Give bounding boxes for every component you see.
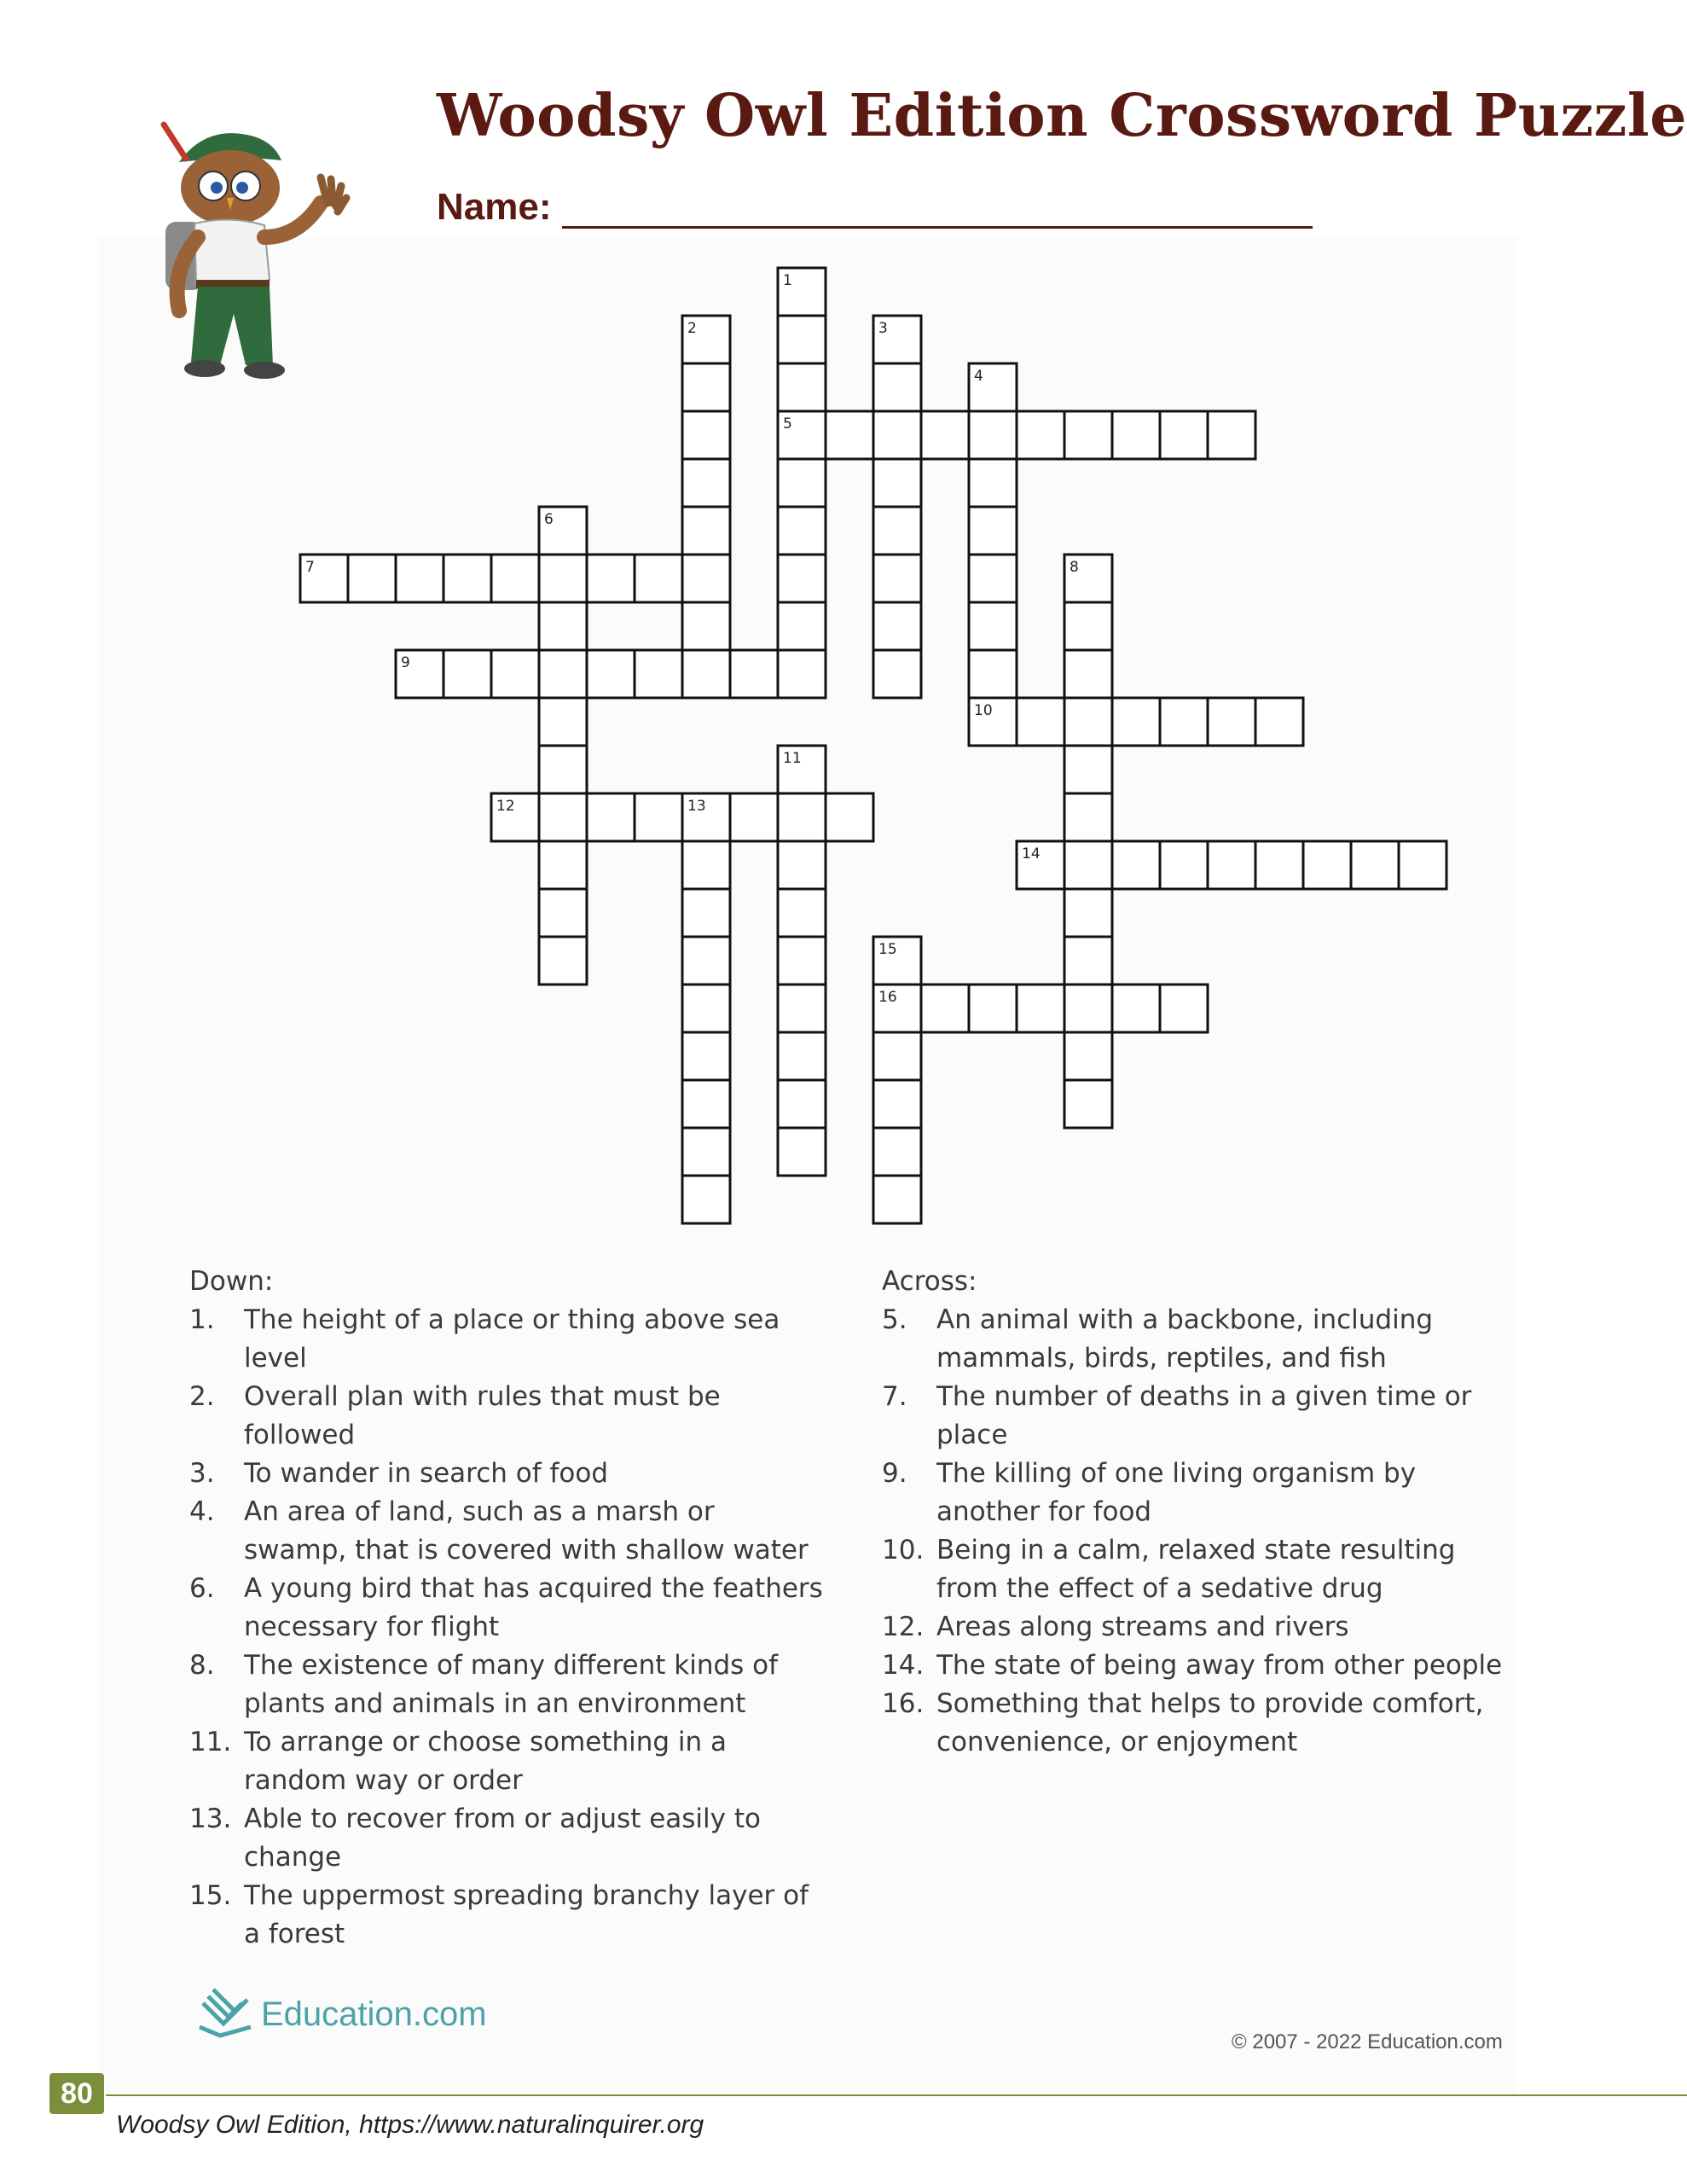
down-clue [189, 1301, 882, 1378]
down-clue-list [189, 1301, 882, 1954]
crossword-cell[interactable] [873, 507, 921, 555]
crossword-cell[interactable] [682, 459, 730, 507]
across-clue [882, 1301, 1513, 1378]
across-clue [882, 1378, 1513, 1455]
clue-number-label: 14 [1022, 845, 1041, 863]
crossword-cell[interactable] [969, 507, 1017, 555]
down-clue [189, 1378, 882, 1455]
clue-number: 16. [882, 1688, 925, 1719]
crossword-cell[interactable] [873, 1080, 921, 1128]
crossword-cell[interactable] [682, 889, 730, 937]
clue-number-label: 11 [783, 750, 802, 767]
clue-number-label: 15 [878, 941, 897, 958]
crossword-cell[interactable] [1208, 411, 1255, 459]
crossword-cell[interactable] [969, 985, 1017, 1032]
across-clue [882, 1685, 1513, 1762]
page-title: Woodsy Owl Edition Crossword Puzzle [437, 82, 1687, 150]
crossword-cell[interactable] [778, 459, 826, 507]
crossword-cell[interactable] [778, 793, 826, 841]
crossword-cell[interactable] [1255, 698, 1303, 746]
clue-text: To wander in search of food [244, 1458, 609, 1489]
clue-text: To arrange or choose something in a random way or order [244, 1727, 728, 1796]
crossword-cell[interactable] [921, 411, 969, 459]
clue-number: 14. [882, 1650, 925, 1681]
crossword-cell[interactable] [635, 650, 682, 698]
crossword-cell[interactable] [778, 316, 826, 363]
crossword-cell[interactable] [682, 602, 730, 650]
crossword-cell[interactable] [778, 889, 826, 937]
clue-text: The height of a place or thing above sea level [244, 1304, 780, 1374]
page-number: 80 [49, 2073, 104, 2114]
down-clue [189, 1455, 882, 1493]
down-clue [189, 1647, 882, 1723]
crossword-cell[interactable] [539, 650, 587, 698]
crossword-cell[interactable] [969, 555, 1017, 602]
crossword-cell[interactable] [1064, 746, 1112, 793]
crossword-cell[interactable] [1112, 698, 1160, 746]
crossword-cell[interactable] [1399, 841, 1446, 889]
crossword-cell[interactable] [969, 650, 1017, 698]
across-clues [882, 1263, 1513, 1954]
across-clue-list [882, 1301, 1513, 1762]
clue-number: 9. [882, 1458, 907, 1489]
crossword-cell[interactable] [778, 555, 826, 602]
clue-text: The existence of many different kinds of plants and animals in an environment [244, 1650, 779, 1719]
crossword-cell[interactable] [778, 507, 826, 555]
clue-text: Overall plan with rules that must be followed [244, 1381, 721, 1450]
crossword-cell[interactable] [539, 746, 587, 793]
crossword-cell[interactable] [969, 411, 1017, 459]
crossword-cell[interactable] [778, 363, 826, 411]
crossword-cell[interactable] [730, 650, 778, 698]
crossword-cell[interactable] [539, 889, 587, 937]
crossword-cell[interactable] [682, 1032, 730, 1080]
clue-text: Areas along streams and rivers [936, 1612, 1349, 1642]
clue-text: The number of deaths in a given time or place [936, 1381, 1472, 1450]
education-logo-text: Education.com [261, 1995, 487, 2033]
across-clue [882, 1455, 1513, 1531]
crossword-cell[interactable] [873, 459, 921, 507]
crossword-cell[interactable] [539, 698, 587, 746]
copyright-text: © 2007 - 2022 Education.com [1232, 2030, 1503, 2053]
crossword-cell[interactable] [1017, 698, 1064, 746]
crossword-cell[interactable] [1064, 698, 1112, 746]
crossword-cell[interactable] [1064, 411, 1112, 459]
clue-number: 1. [189, 1304, 215, 1335]
crossword-cell[interactable] [873, 1032, 921, 1080]
crossword-cell[interactable] [1208, 698, 1255, 746]
clue-text: The state of being away from other people [936, 1650, 1503, 1681]
clue-number-label: 4 [974, 368, 983, 385]
crossword-cell[interactable] [1160, 411, 1208, 459]
clue-number: 4. [189, 1496, 215, 1527]
crossword-cell[interactable] [682, 985, 730, 1032]
crossword-cell[interactable] [443, 650, 491, 698]
crossword-cell[interactable] [682, 507, 730, 555]
clue-lists [189, 1263, 1520, 1954]
crossword-cell[interactable] [682, 841, 730, 889]
crossword-cell[interactable] [682, 937, 730, 985]
crossword-cell[interactable] [826, 411, 873, 459]
across-clue [882, 1647, 1513, 1685]
crossword-cell[interactable] [1064, 1032, 1112, 1080]
crossword-cell[interactable] [539, 841, 587, 889]
clue-number-label: 1 [783, 272, 792, 289]
education-logo-icon [194, 1983, 254, 2046]
clue-text: The uppermost spreading branchy layer of a forest [244, 1880, 809, 1949]
crossword-cell[interactable] [778, 1128, 826, 1176]
across-clue [882, 1531, 1513, 1608]
clue-number: 10. [882, 1535, 925, 1565]
clue-text: An area of land, such as a marsh or swamp, that is covered with shallow water [244, 1496, 809, 1565]
clue-number-label: 16 [878, 989, 897, 1006]
crossword-cell[interactable] [1160, 841, 1208, 889]
crossword-cell[interactable] [1351, 841, 1399, 889]
clue-number: 7. [882, 1381, 907, 1412]
clue-number-label: 3 [878, 320, 888, 337]
crossword-cell[interactable] [682, 1128, 730, 1176]
crossword-cell[interactable] [1017, 411, 1064, 459]
crossword-cell[interactable] [1064, 650, 1112, 698]
crossword-cell[interactable] [539, 793, 587, 841]
crossword-cell[interactable] [587, 650, 635, 698]
crossword-cell[interactable] [443, 555, 491, 602]
crossword-cell[interactable] [1064, 1080, 1112, 1128]
clue-number: 11. [189, 1727, 232, 1757]
crossword-cell[interactable] [1160, 985, 1208, 1032]
name-label: Name: [437, 186, 552, 228]
clue-number: 3. [189, 1458, 215, 1489]
crossword-cell[interactable] [873, 363, 921, 411]
footer-divider [106, 2094, 1687, 2096]
crossword-cell[interactable] [826, 793, 873, 841]
across-clue [882, 1608, 1513, 1647]
clue-text: An animal with a backbone, including mammals, birds, reptiles, and fish [936, 1304, 1434, 1374]
crossword-cell[interactable] [1064, 602, 1112, 650]
clue-text: Able to recover from or adjust easily to change [244, 1804, 761, 1873]
crossword-cell[interactable] [778, 1032, 826, 1080]
crossword-cell[interactable] [682, 1176, 730, 1223]
crossword-cell[interactable] [682, 363, 730, 411]
crossword-cell[interactable] [396, 555, 443, 602]
crossword-cell[interactable] [730, 793, 778, 841]
crossword-cell[interactable] [1064, 793, 1112, 841]
clue-number-label: 6 [544, 511, 554, 528]
crossword-cell[interactable] [682, 1080, 730, 1128]
education-logo[interactable] [194, 1983, 487, 2046]
crossword-cell[interactable] [539, 937, 587, 985]
crossword-cell[interactable] [778, 985, 826, 1032]
crossword-cell[interactable] [873, 411, 921, 459]
clue-number: 13. [189, 1804, 232, 1834]
crossword-cell[interactable] [873, 555, 921, 602]
footer-source: Woodsy Owl Edition, https://www.naturalinquirer.org [116, 2111, 704, 2139]
clue-number: 8. [189, 1650, 215, 1681]
clue-number: 2. [189, 1381, 215, 1412]
crossword-cell[interactable] [682, 650, 730, 698]
clue-number-label: 2 [687, 320, 697, 337]
clue-number: 12. [882, 1612, 925, 1642]
crossword-cell[interactable] [1017, 985, 1064, 1032]
down-clue [189, 1723, 882, 1800]
crossword-cell[interactable] [921, 985, 969, 1032]
down-clue [189, 1877, 882, 1954]
crossword-cell[interactable] [778, 1080, 826, 1128]
down-clue [189, 1800, 882, 1877]
crossword-cell[interactable] [539, 555, 587, 602]
down-heading: Down: [189, 1266, 274, 1297]
crossword-cell[interactable] [1160, 698, 1208, 746]
clue-number: 5. [882, 1304, 907, 1335]
crossword-cell[interactable] [1112, 841, 1160, 889]
crossword-cell[interactable] [969, 602, 1017, 650]
clue-number: 15. [189, 1880, 232, 1911]
crossword-cell[interactable] [635, 793, 682, 841]
crossword-cell[interactable] [348, 555, 396, 602]
crossword-cell[interactable] [778, 650, 826, 698]
crossword-cell[interactable] [873, 602, 921, 650]
crossword-cell[interactable] [1208, 841, 1255, 889]
crossword-cell[interactable] [587, 793, 635, 841]
clue-number: 6. [189, 1573, 215, 1604]
crossword-cell[interactable] [1112, 411, 1160, 459]
clue-number-label: 13 [687, 798, 706, 815]
crossword-cell[interactable] [491, 555, 539, 602]
clue-number-label: 7 [305, 559, 315, 576]
clue-number-label: 9 [401, 654, 410, 671]
clue-number-label: 5 [783, 415, 792, 433]
crossword-cell[interactable] [1112, 985, 1160, 1032]
down-clues [189, 1263, 882, 1954]
crossword-cell[interactable] [969, 459, 1017, 507]
crossword-cell[interactable] [682, 411, 730, 459]
crossword-cell[interactable] [587, 555, 635, 602]
crossword-cell[interactable] [873, 1128, 921, 1176]
clue-text: A young bird that has acquired the feathers necessary for flight [244, 1573, 823, 1642]
crossword-cell[interactable] [1255, 841, 1303, 889]
crossword-cell[interactable] [778, 937, 826, 985]
clue-number-label: 8 [1070, 559, 1079, 576]
crossword-cell[interactable] [873, 650, 921, 698]
crossword-cell[interactable] [778, 602, 826, 650]
across-heading: Across: [882, 1266, 977, 1297]
clue-text: The killing of one living organism by another for food [936, 1458, 1417, 1527]
crossword-cell[interactable] [1303, 841, 1351, 889]
crossword-cell[interactable] [635, 555, 682, 602]
crossword-cell[interactable] [1064, 937, 1112, 985]
clue-text: Something that helps to provide comfort, convenience, or enjoyment [936, 1688, 1484, 1757]
crossword-cell[interactable] [539, 602, 587, 650]
clue-number-label: 12 [496, 798, 515, 815]
down-clue [189, 1493, 882, 1570]
crossword-cell[interactable] [778, 841, 826, 889]
crossword-cell[interactable] [491, 650, 539, 698]
crossword-cell[interactable] [873, 1176, 921, 1223]
crossword-cell[interactable] [682, 555, 730, 602]
crossword-cell[interactable] [1064, 841, 1112, 889]
crossword-cell[interactable] [1064, 985, 1112, 1032]
clue-text: Being in a calm, relaxed state resulting from the effect of a sedative drug [936, 1535, 1456, 1604]
clue-number-label: 10 [974, 702, 993, 719]
crossword-cell[interactable] [1064, 889, 1112, 937]
down-clue [189, 1570, 882, 1647]
